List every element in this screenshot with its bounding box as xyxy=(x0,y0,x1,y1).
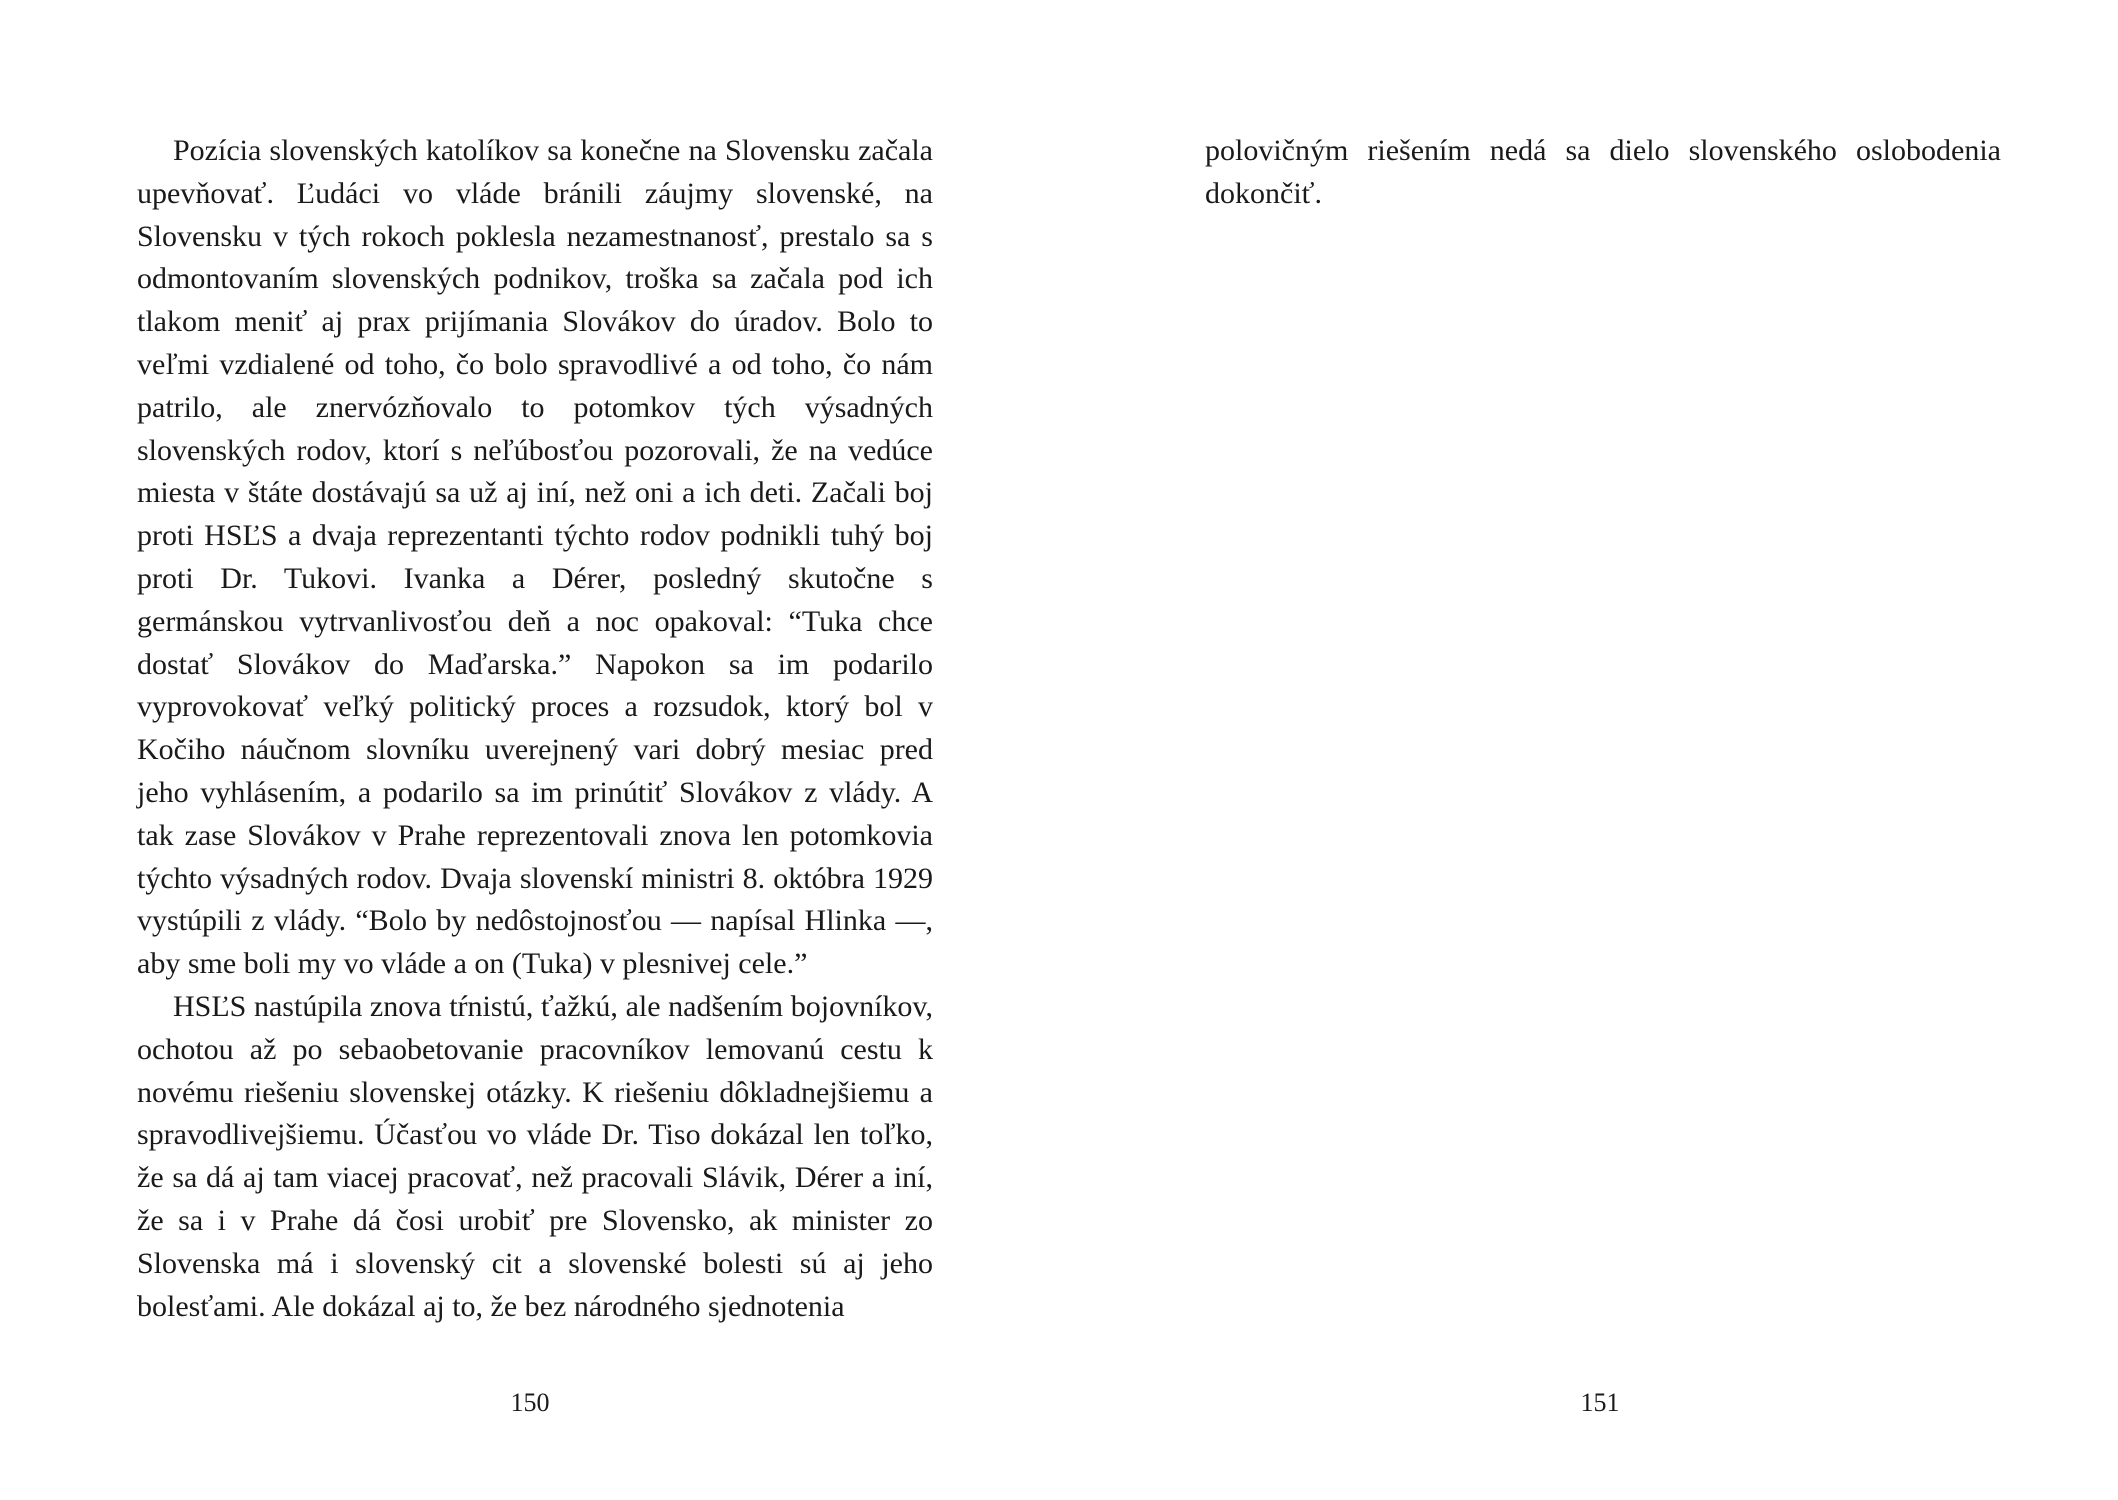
right-page xyxy=(1059,0,2118,1500)
paragraph: polovičným riešením nedá sa dielo slovenského oslobodenia dokončiť. xyxy=(1205,134,2001,210)
paragraph: HSĽS nastúpila znova tŕnistú, ťažkú, ale nadšením bojovníkov, ochotou až po sebaobetovanie pracovníkov lemovanú cestu k novému riešeniu slovenskej otázky. K riešeniu dôkladnejšiemu a spravodlivejšiemu. Účasťou vo vláde Dr. Tiso dokázal len toľko, že sa dá aj tam viacej pracovať, než pracovali Slávik, Dérer a iní, že sa i v Prahe dá čosi urobiť pre Slovensko, ak minister zo Slovenska má i slovenský cit a slovenské bolesti sú aj jeho bolesťami. Ale dokázal aj to, že bez národného sjednotenia xyxy=(137,989,933,1323)
left-page-text xyxy=(137,130,933,1328)
right-page-text xyxy=(1205,130,2001,216)
paragraph: Pozícia slovenských katolíkov sa konečne na Slovensku začala upevňovať. Ľudáci vo vláde bránili záujmy slovenské, na Slovensku v tých rokoch poklesla nezamestnanosť, prestalo sa s odmontovaním slovenských podnikov, troška sa začala pod ich tlakom meniť aj prax prijímania Slovákov do úradov. Bolo to veľmi vzdialené od toho, čo bolo spravodlivé a od toho, čo nám patrilo, ale znervózňovalo to potomkov tých výsadných slovenských rodov, ktorí s neľúbosťou pozorovali, že na vedúce miesta v štáte dostávajú sa už aj iní, než oni a ich deti. Začali boj proti HSĽS a dvaja reprezentanti týchto rodov podnikli tuhý boj proti Dr. Tukovi. Ivanka a Dérer, posledný skutočne s germánskou vytrvanlivosťou deň a noc opakoval: “Tuka chce dostať Slovákov do Maďarska.” Napokon sa im podarilo vyprovokovať veľký politický proces a rozsudok, ktorý bol v Kočiho náučnom slovníku uverejnený vari dobrý mesiac pred jeho vyhlásením, a podarilo sa im prinútiť Slovákov z vlády. A tak zase Slovákov v Prahe reprezentovali znova len potomkovia týchto výsadných rodov. Dvaja slovenskí ministri 8. októbra 1929 vystúpili z vlády. “Bolo by nedôstojnosťou — napísal Hlinka —, aby sme boli my vo vláde a on (Tuka) v plesnivej cele.” xyxy=(137,134,933,981)
page-number-right: 151 xyxy=(1580,1388,1620,1417)
page-number-left: 150 xyxy=(510,1388,550,1417)
